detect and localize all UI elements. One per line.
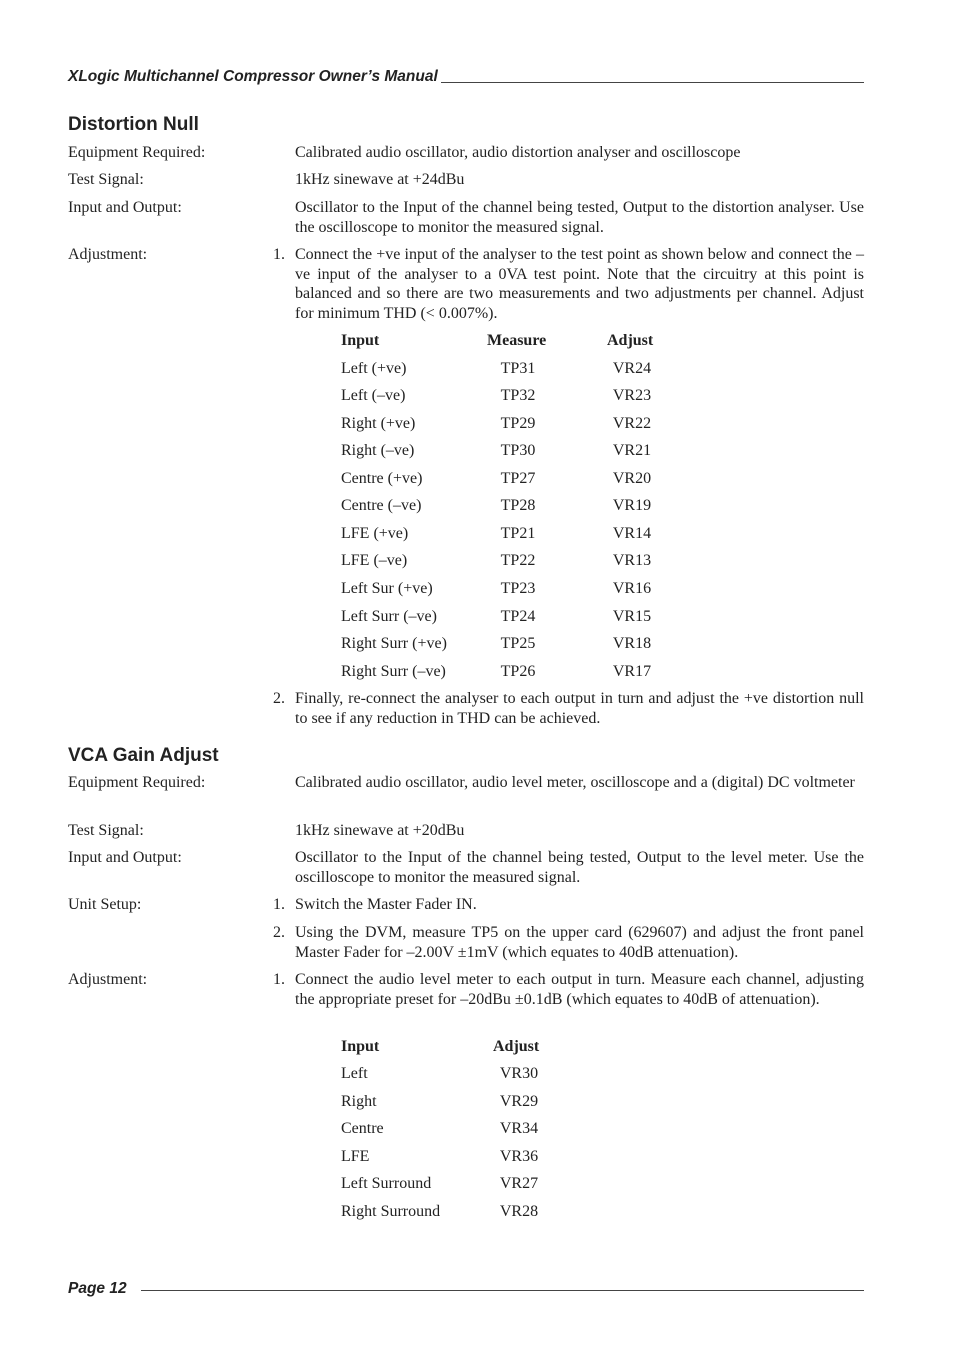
equipment-label: Equipment Required: [68, 774, 206, 791]
table-cell-input: Right Surr (–ve) [341, 663, 446, 680]
test-signal-label: Test Signal: [68, 822, 144, 839]
table-cell-measure: TP22 [500, 552, 536, 569]
step-text: Finally, re-connect the analyser to each output in turn and adjust the +ve distortion null to see if any reduction in THD can be achieved. [295, 690, 864, 727]
table-cell-input: LFE (+ve) [341, 525, 409, 542]
table-header-adjust: Adjust [607, 332, 654, 349]
step-number: 1. [273, 896, 285, 913]
table-cell-input: Left Surround [341, 1175, 432, 1192]
step-number: 1. [273, 971, 285, 988]
table-cell-input: Centre (+ve) [341, 470, 423, 487]
test-signal-value: 1kHz sinewave at +20dBu [295, 822, 465, 839]
table-cell-input: Right [341, 1093, 377, 1110]
table-cell-input: Right (+ve) [341, 415, 416, 432]
table-cell-input: Centre (–ve) [341, 497, 422, 514]
table-cell-input: LFE [341, 1148, 370, 1165]
io-value: Oscillator to the Input of the channel being tested, Output to the distortion analyser. Use the oscilloscope to monitor the measured signal. [295, 199, 864, 236]
table-cell-adjust: VR36 [499, 1148, 539, 1165]
step-text: Connect the audio level meter to each output in turn. Measure each channel, adjusting the appropriate preset for –20dBu ±0.1dB (which equates to 40dB of attenuation). [295, 971, 864, 1008]
table-cell-measure: TP32 [500, 387, 536, 404]
test-signal-value: 1kHz sinewave at +24dBu [295, 171, 465, 188]
table-cell-input: Right Surround [341, 1203, 441, 1220]
table-cell-adjust: VR24 [612, 360, 652, 377]
io-label: Input and Output: [68, 849, 182, 866]
header-rule [441, 82, 864, 83]
table-cell-adjust: VR16 [612, 580, 652, 597]
table-cell-measure: TP23 [500, 580, 536, 597]
table-cell-adjust: VR30 [499, 1065, 539, 1082]
equipment-label: Equipment Required: [68, 144, 206, 161]
table-cell-input: Left [341, 1065, 368, 1082]
adjustment-label: Adjustment: [68, 971, 148, 988]
step-text: Using the DVM, measure TP5 on the upper card (629607) and adjust the front panel Master Fader for –2.00V ±1mV (which equates to 40dB attenuation). [295, 924, 864, 961]
table-cell-adjust: VR23 [612, 387, 652, 404]
table-cell-measure: TP21 [500, 525, 536, 542]
table-cell-measure: TP25 [500, 635, 536, 652]
table-cell-input: Left Sur (+ve) [341, 580, 433, 597]
step-number: 2. [273, 690, 285, 707]
table-cell-measure: TP29 [500, 415, 536, 432]
table-header-input: Input [341, 332, 380, 349]
table-cell-adjust: VR13 [612, 552, 652, 569]
equipment-value: Calibrated audio oscillator, audio level meter, oscilloscope and a (digital) DC voltmeter [295, 774, 855, 791]
table-cell-adjust: VR22 [612, 415, 652, 432]
equipment-value: Calibrated audio oscillator, audio distortion analyser and oscilloscope [295, 144, 741, 161]
footer-rule [141, 1290, 864, 1291]
table-cell-measure: TP31 [500, 360, 536, 377]
table-cell-measure: TP28 [500, 497, 536, 514]
page-number: Page 12 [68, 1280, 127, 1297]
section-heading-distortion-null: Distortion Null [68, 114, 199, 135]
table-cell-measure: TP27 [500, 470, 536, 487]
test-signal-label: Test Signal: [68, 171, 144, 188]
manual-title: XLogic Multichannel Compressor Owner’s Manual [68, 68, 438, 85]
step-number: 1. [273, 246, 285, 263]
table-cell-adjust: VR28 [499, 1203, 539, 1220]
adjustment-label: Adjustment: [68, 246, 148, 263]
table-cell-adjust: VR18 [612, 635, 652, 652]
table-header-input: Input [341, 1038, 380, 1055]
table-cell-input: Left Surr (–ve) [341, 608, 437, 625]
table-cell-input: Right Surr (+ve) [341, 635, 447, 652]
step-number: 2. [273, 924, 285, 941]
table-cell-input: Left (–ve) [341, 387, 406, 404]
table-cell-adjust: VR15 [612, 608, 652, 625]
io-label: Input and Output: [68, 199, 182, 216]
table-cell-input: Right (–ve) [341, 442, 415, 459]
io-value: Oscillator to the Input of the channel being tested, Output to the level meter. Use the oscilloscope to monitor the measured signal. [295, 849, 864, 886]
table-cell-adjust: VR29 [499, 1093, 539, 1110]
section-heading-vca-gain-adjust: VCA Gain Adjust [68, 745, 219, 766]
table-cell-adjust: VR17 [612, 663, 652, 680]
table-cell-input: Centre [341, 1120, 384, 1137]
step-text: Connect the +ve input of the analyser to the test point as shown below and connect the –ve input of the analyser to a 0VA test point. Note that the circuitry at this point is balanced and so there are two measurements and two adjustments per channel. Adjust for minimum THD (< 0.007%). [295, 246, 864, 322]
table-cell-adjust: VR34 [499, 1120, 539, 1137]
table-header-measure: Measure [487, 332, 547, 349]
table-cell-adjust: VR27 [499, 1175, 539, 1192]
table-cell-adjust: VR19 [612, 497, 652, 514]
table-header-adjust: Adjust [493, 1038, 540, 1055]
table-cell-measure: TP24 [500, 608, 536, 625]
table-cell-adjust: VR21 [612, 442, 652, 459]
table-cell-adjust: VR20 [612, 470, 652, 487]
table-cell-input: Left (+ve) [341, 360, 407, 377]
table-cell-input: LFE (–ve) [341, 552, 408, 569]
table-cell-measure: TP26 [500, 663, 536, 680]
unit-setup-label: Unit Setup: [68, 896, 142, 913]
step-text: Switch the Master Fader IN. [295, 896, 477, 913]
table-cell-adjust: VR14 [612, 525, 652, 542]
table-cell-measure: TP30 [500, 442, 536, 459]
